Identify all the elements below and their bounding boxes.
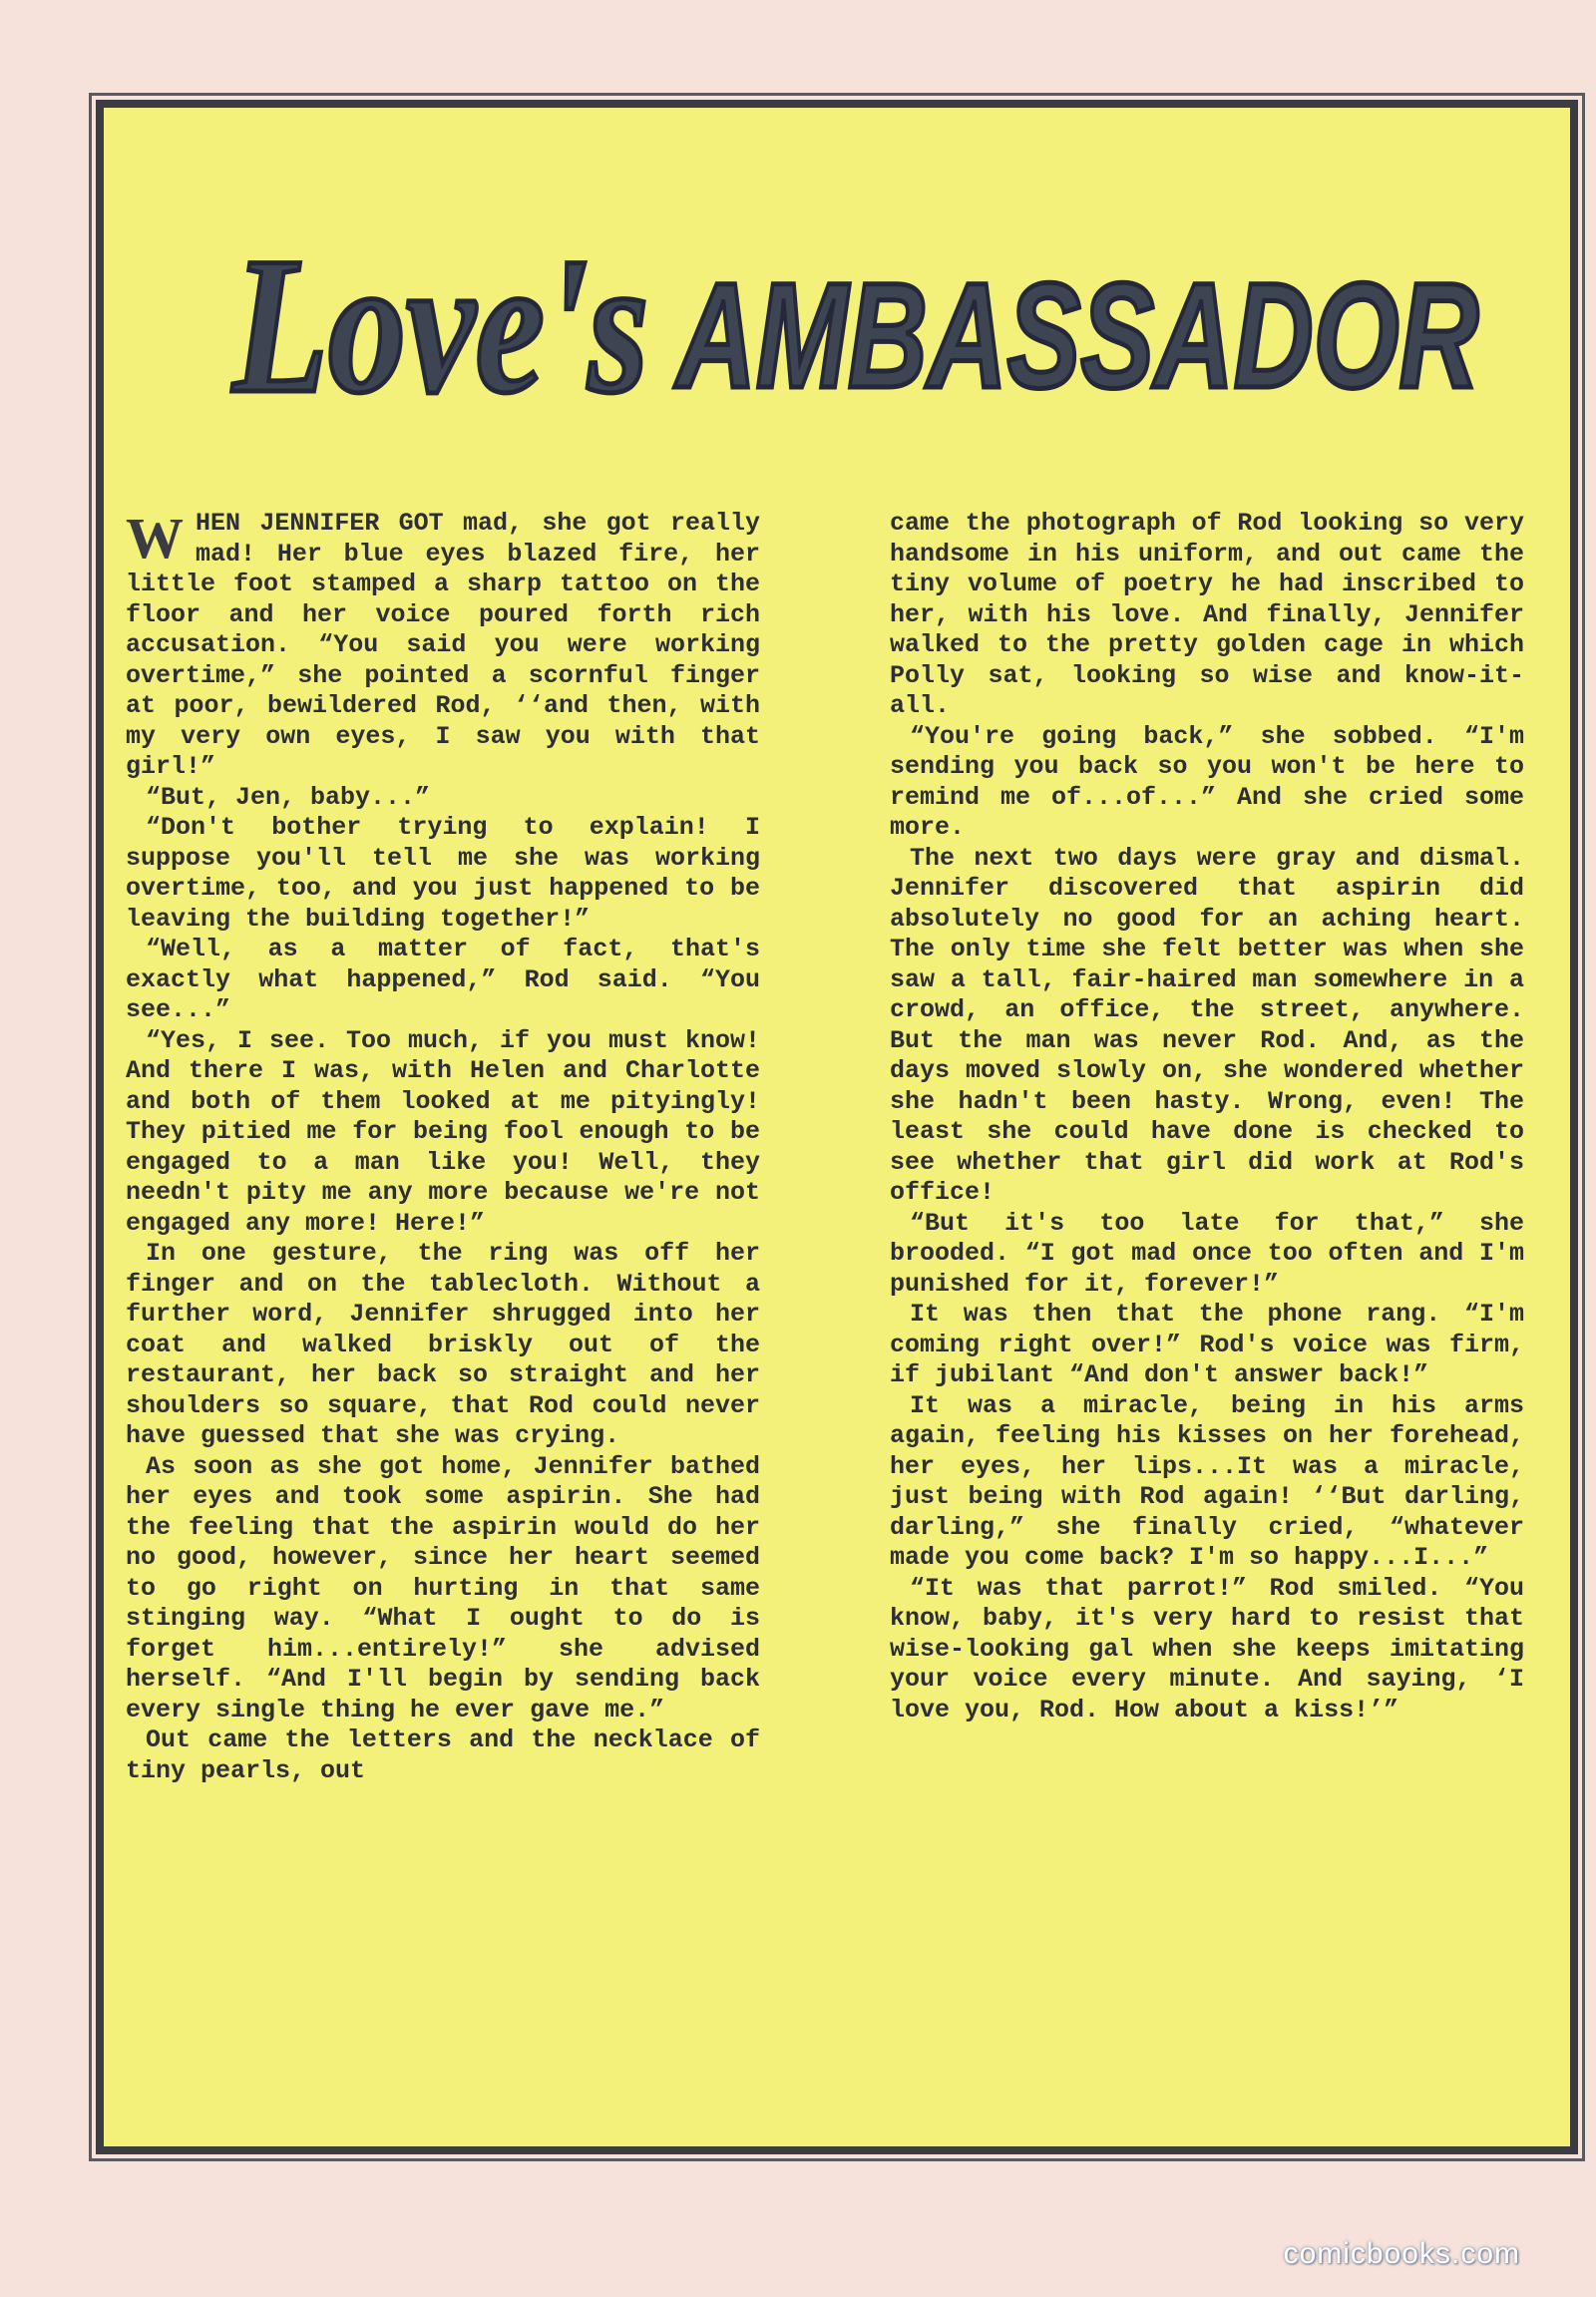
paragraph: “But, Jen, baby...” (146, 782, 431, 812)
paragraph: “Yes, I see. Too much, if you must know! And there I was, with Helen and Charlotte and both of them looked at me pityingly! They pitied me for being fool enough to be engaged to a man like you! Well, they needn't pity me any more because we're not engaged any more! Here!” (126, 1025, 760, 1238)
paragraph: “But it's too late for that,” she brooded. “I got mad once too often and I'm punished for it, forever!” (890, 1208, 1524, 1299)
paragraph: “Don't bother trying to explain! I suppose you'll tell me she was working overtime, too, and you just happened to be leaving the building together!” (126, 813, 760, 934)
story-column-right (890, 509, 1524, 1725)
paragraph: “Well, as a matter of fact, that's exactly what happened,” Rod said. “You see...” (126, 935, 760, 1024)
story-title (134, 203, 1540, 443)
paragraph: In one gesture, the ring was off her finger and on the tablecloth. Without a further word, Jennifer shrugged into her coat and walked briskly out of the restaurant, her back so straight and her shoulders so square, that Rod could never have guessed that she was crying. (126, 1239, 760, 1450)
title-part-ambassador: AMBASSADOR (673, 251, 1479, 420)
drop-cap: W (126, 506, 184, 571)
paragraph: “You're going back,” she sobbed. “I'm sending you back so you won't be here to remind me of...of...” And she cried some more. (890, 721, 1524, 842)
title-lettering (134, 203, 1540, 443)
paragraph: The next two days were gray and dismal. Jennifer discovered that aspirin did absolutely no good for an aching heart. The only time she felt better was when she saw a tall, fair-haired man somewhere in a crowd, an office, the street, anywhere. But the man was never Rod. And, as the days moved slowly on, she wondered whether she hadn't been hasty. Wrong, even! The least she could have done is checked to see whether that girl did work at Rod's office! (890, 843, 1524, 1207)
paragraph: It was a miracle, being in his arms again, feeling his kisses on her forehead, her eyes, her lips...It was a miracle, just being with Rod again! ‘‘But darling, darling,” she finally cried, “whatever made you come back? I'm so happy...I...” (890, 1390, 1524, 1572)
paragraph: It was then that the phone rang. “I'm coming right over!” Rod's voice was firm, if jubilant “And don't answer back!” (890, 1300, 1524, 1389)
first-paragraph (126, 506, 760, 783)
title-part-loves: Love's (230, 217, 649, 435)
paragraph-continued: came the photograph of Rod looking so very handsome in his uniform, and out came the tiny volume of poetry he had inscribed to her, with his love. And finally, Jennifer walked to the pretty golden cage in which Polly sat, looking so wise and know-it-all. (890, 509, 1524, 720)
story-panel (96, 100, 1578, 2154)
story-column-left (126, 506, 760, 1786)
site-watermark: comicbooks.com (1283, 2237, 1520, 2270)
paragraph: Out came the letters and the necklace of tiny pearls, out (126, 1725, 760, 1785)
first-paragraph-text: HEN JENNIFER GOT mad, she got really mad! Her blue eyes blazed fire, her little foot stamped a sharp tattoo on the floor and her voice poured forth rich accusation. “You said you were working overtime,” she pointed a scornful finger at poor, bewildered Rod, ‘‘and then, with my very own eyes, I saw you with that girl!” (126, 509, 760, 781)
paragraph: As soon as she got home, Jennifer bathed her eyes and took some aspirin. She had the feeling that the aspirin would do her no good, however, since her heart seemed to go right on hurting in that same stinging way. “What I ought to do is forget him...entirely!” she advised herself. “And I'll begin by sending back every single thing he ever gave me.” (126, 1451, 760, 1724)
paragraph: “It was that parrot!” Rod smiled. “You know, baby, it's very hard to resist that wise-looking gal when she keeps imitating your voice every minute. And saying, ‘I love you, Rod. How about a kiss!’” (890, 1573, 1524, 1724)
